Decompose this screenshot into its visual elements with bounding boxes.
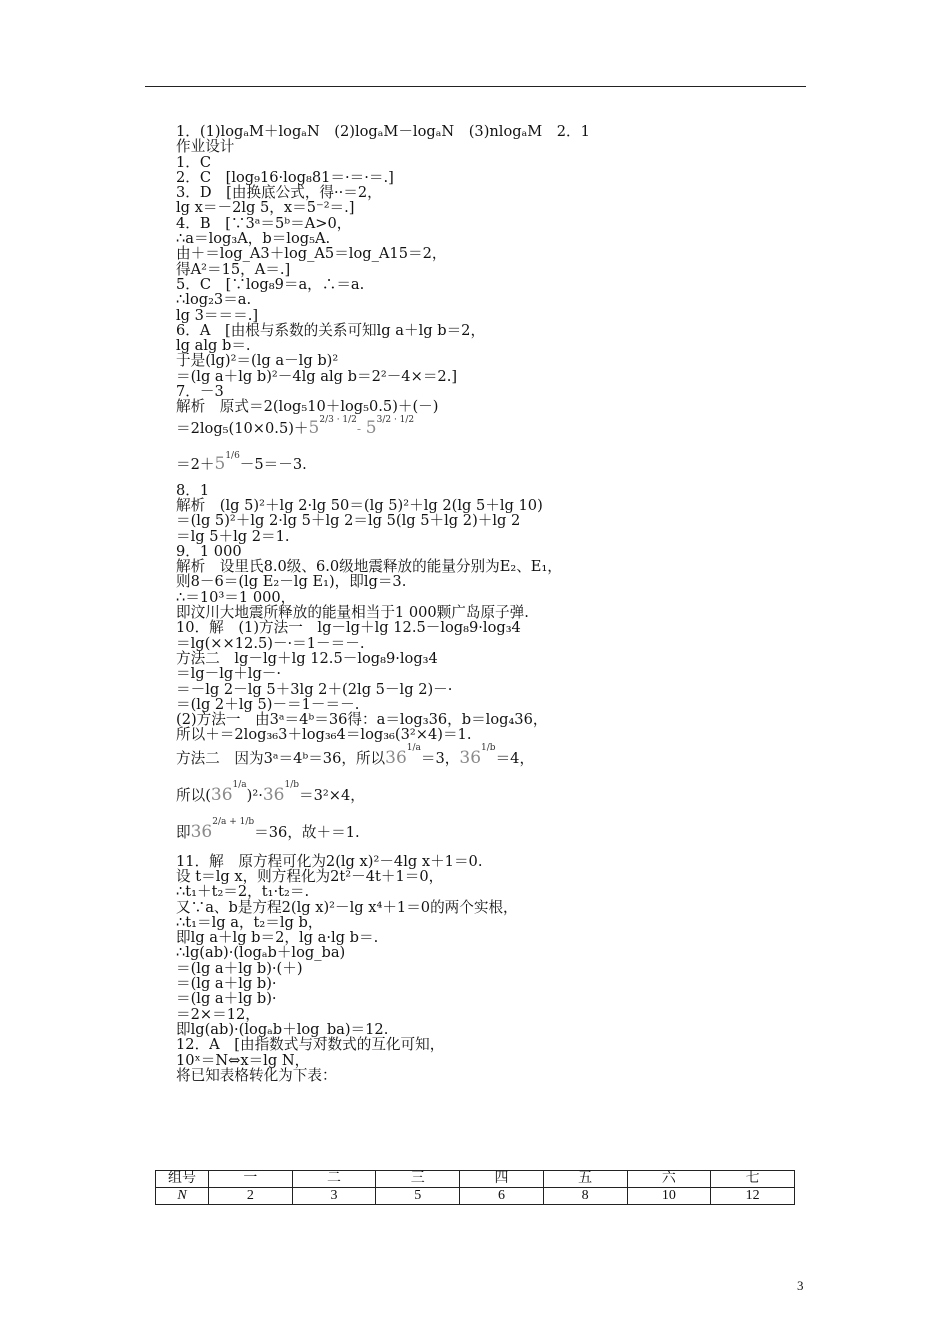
text-line: 即lg a＋lg b＝2，lg a·lg b＝. [176,929,379,947]
text-line: ∴log₂3＝a. [176,291,252,309]
document-body [176,124,816,1083]
math-line [176,780,816,811]
table-cell: 10 [627,1188,711,1205]
power-exponent: 1/b [284,779,300,790]
text-line: 设 t＝lg x，则方程化为2t²－4t＋1＝0， [176,867,444,885]
text-line: 2．C [log₉16·log₈81＝·＝·＝.] [176,168,394,186]
text-line: 10ˣ＝N⇔x＝lg N， [176,1051,310,1069]
text-line: ＝lg(××12.5)－·＝1－＝－. [176,634,365,652]
table-cell: 五 [543,1171,627,1188]
section-heading: 作业设计 [176,138,235,156]
text-line: ＝(lg a＋lg b)· [176,975,277,993]
text-fragment: ＝2log₅(10×0.5)＋ [176,419,309,437]
table-cell: 5 [376,1188,460,1205]
text-line: 得A²＝15，A＝.] [176,260,291,278]
table-row [156,1188,795,1205]
text-line: 10．解 (1)方法一 lg－lg＋lg 12.5－log₈9·log₃4 [176,619,521,637]
power-base: 36 [210,784,233,805]
text-line: ＝(lg 2＋lg 5)－＝1－＝－. [176,695,360,713]
text-fragment: ＝3， [420,749,460,767]
text-line: 于是(lg)²＝(lg a－lg b)² [176,352,339,370]
text-fragment: ＝36，故＋＝1. [254,823,360,841]
text-line: ∴t₁＝lg a，t₂＝lg b， [176,913,323,931]
text-line: 所以＋＝2log₃₆3＋log₃₆4＝log₃₆(3²×4)＝1. [176,726,472,744]
text-fragment: 方法二 因为3ᵃ＝4ᵇ＝36，所以 [176,749,386,767]
text-line: 1．(1)logₐM＋logₐN (2)logₐM－logₐN (3)nlogₐM 2．1 [176,123,590,140]
table-cell: 3 [292,1188,376,1205]
text-line: ∴t₁＋t₂＝2，t₁·t₂＝. [176,883,310,901]
text-line: ∴＝10³＝1 000， [176,588,296,606]
text-fragment: ＝4， [495,749,535,767]
text-line: ＝lg 5＋lg 2＝1. [176,527,290,545]
text-line: lg alg b＝. [176,337,251,355]
data-table [155,1170,795,1205]
header-rule [145,86,806,87]
power-exponent: 2/a + 1/b [212,816,255,827]
table-cell: N [156,1188,209,1205]
table-header-row [156,1171,795,1188]
text-line: 3．D [由换底公式，得··＝2， [176,184,382,202]
text-fragment: －5＝－3. [239,455,307,473]
text-line: 5．C [∵log₈9＝a，∴＝a. [176,275,365,293]
power-base: 36 [262,784,285,805]
text-line: 7．－3 [176,383,224,401]
page-number: 3 [797,1278,804,1293]
text-fragment: 所以( [176,786,211,804]
text-fragment: )²· [246,786,263,804]
power-base: 5 [308,417,320,438]
table-cell: 组号 [156,1171,209,1188]
text-line: ＝lg－lg＋lg－· [176,665,282,683]
text-line: 又∵a、b是方程2(lg x)²－lg x⁴＋1＝0的两个实根， [176,898,518,916]
math-line [176,415,816,441]
text-line: 12．A [由指数式与对数式的互化可知， [176,1036,445,1054]
text-fragment: ＝2＋ [176,455,215,473]
text-line: 解析 原式＝2(log₅10＋log₅0.5)＋(－) [176,398,439,416]
table-cell: 一 [209,1171,293,1188]
text-line: 方法二 lg－lg＋lg 12.5－log₈9·log₃4 [176,649,438,667]
text-line: ＝－lg 2－lg 5＋3lg 2＋(2lg 5－lg 2)－· [176,680,453,698]
math-line [176,451,816,477]
text-line: ∴lg(ab)·(logₐb＋log_ba) [176,944,346,962]
power-base: 36 [190,821,213,842]
math-line [176,743,816,774]
text-line: 解析 (lg 5)²＋lg 2·lg 50＝(lg 5)²＋lg 2(lg 5＋lg 10) [176,496,543,514]
text-line: ＝(lg 5)²＋lg 2·lg 5＋lg 2＝lg 5(lg 5＋lg 2)＋lg 2 [176,512,521,530]
text-line: ＝(lg a＋lg b)· [176,990,277,1008]
table-cell: 6 [460,1188,544,1205]
text-line: 11．解 原方程可化为2(lg x)²－4lg x＋1＝0. [176,852,483,870]
text-line: ＝2×＝12， [176,1005,260,1023]
power-base: 5 [214,453,226,474]
text-line: 即汶川大地震所释放的能量相当于1 000颗广岛原子弹. [176,604,529,622]
table-cell: 四 [460,1171,544,1188]
text-line: 则8－6＝(lg E₂－lg E₁)，即lg＝3. [176,573,407,591]
table-cell: 三 [376,1171,460,1188]
table-cell: 12 [711,1188,795,1205]
power-base: 36 [459,747,482,768]
text-line: ＝(lg a＋lg b)²－4lg alg b＝2²－4×＝2.] [176,367,458,385]
power-exponent: 1/b [481,742,496,753]
power-exponent: 1/a [232,779,247,790]
power-base: 5 [365,417,377,438]
text-line: ＝(lg a＋lg b)·(＋) [176,959,303,977]
text-line: 1．C [176,153,212,171]
text-line: 由＋＝log_A3＋log_A5＝log_A15＝2， [176,245,447,263]
power-base: 36 [385,747,407,768]
math-line [176,817,816,848]
text-line: 9．1 000 [176,542,242,560]
table-cell: 2 [209,1188,293,1205]
text-line: (2)方法一 由3ᵃ＝4ᵇ＝36得：a＝log₃36，b＝log₄36， [176,711,548,729]
text-line: 6．A [由根与系数的关系可知lg a＋lg b＝2， [176,321,486,339]
table-cell: 8 [543,1188,627,1205]
text-line: 解析 设里氏8.0级、6.0级地震释放的能量分别为E₂、E₁， [176,558,562,576]
power-exponent: 3/2 · 1/2 [376,414,415,425]
text-line: lg 3＝＝＝.] [176,306,259,324]
power-exponent: 1/a [406,742,421,753]
text-fragment: ＝3²×4， [299,786,365,804]
table-cell: 六 [627,1171,711,1188]
power-exponent: 1/6 [225,450,240,461]
text-line: ∴a＝log₃A，b＝log₅A. [176,230,331,248]
text-line: lg x＝－2lg 5，x＝5⁻²＝.] [176,199,355,217]
table-cell: 七 [711,1171,795,1188]
text-line: 将已知表格转化为下表： [176,1066,337,1084]
power-exponent: 2/3 · 1/2 [319,414,357,425]
table-cell: 二 [292,1171,376,1188]
text-line: 8．1 [176,481,210,499]
minus-sign: - [356,420,362,436]
text-line: 4．B [∵3ᵃ＝5ᵇ＝A>0， [176,214,352,232]
text-fragment: 即 [176,823,191,841]
text-line: 即lg(ab)·(logₐb＋log_ba)＝12. [176,1020,389,1038]
